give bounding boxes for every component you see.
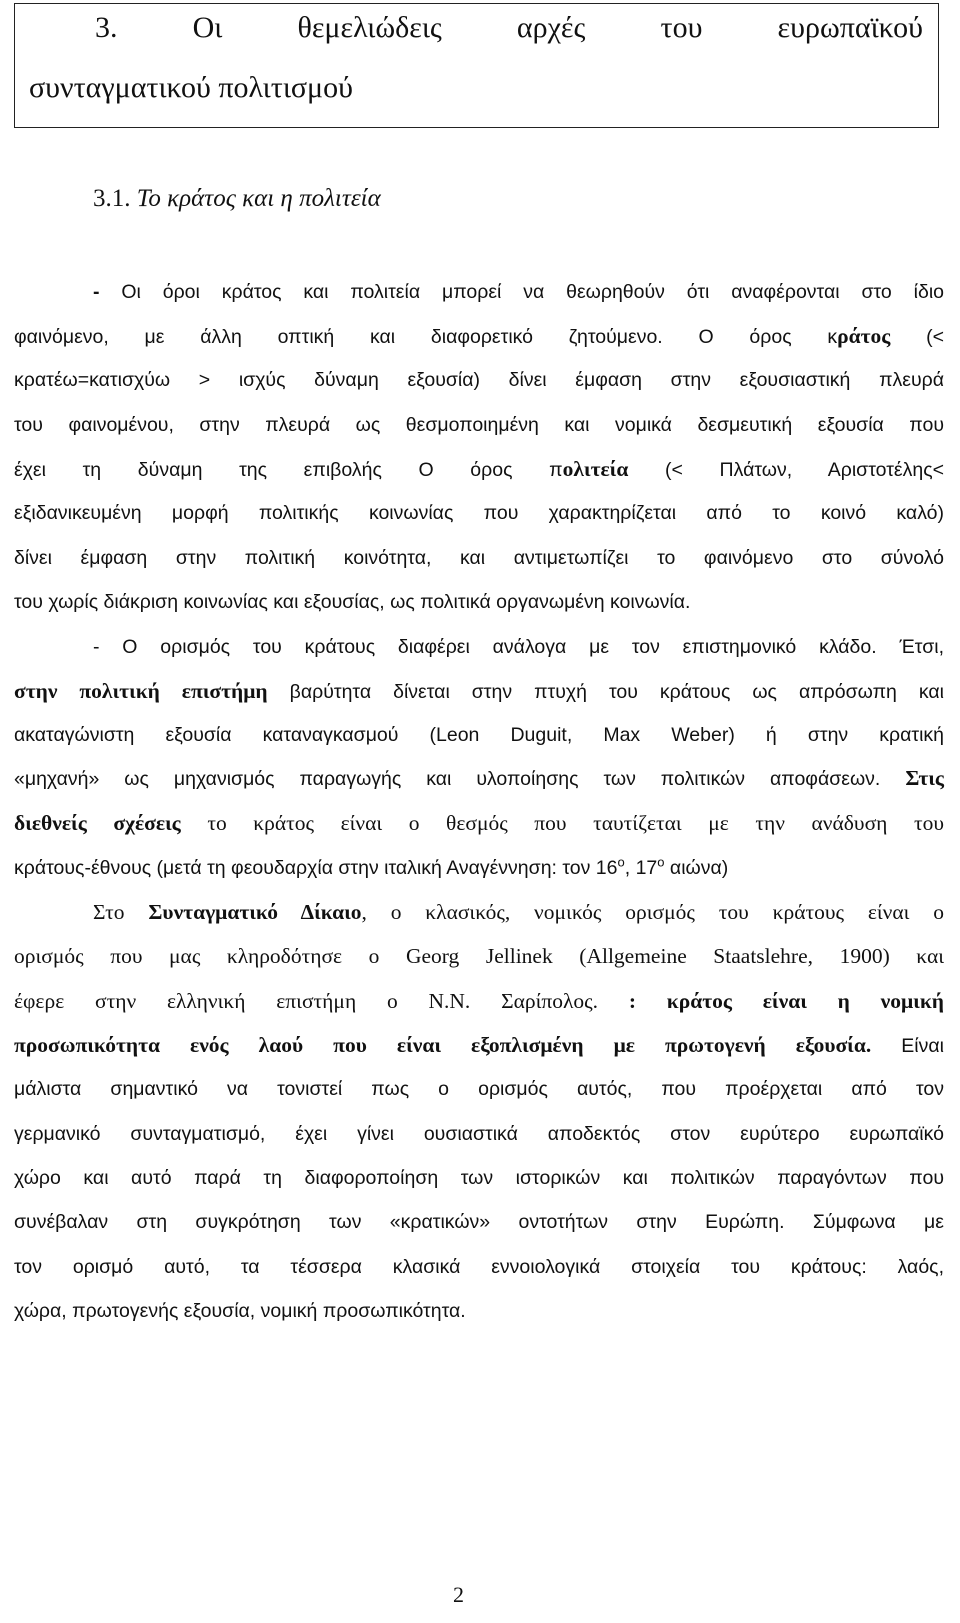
text-line: εξιδανικευμένη μορφή πολιτικής κοινωνίας που χαρακτηρίζεται από το κοινό καλό) <box>14 502 944 524</box>
text-line: δίνει έμφαση στην πολιτική κοινότητα, και αντιμετωπίζει το φαινόμενο στο σύνολό <box>14 547 944 569</box>
page-number: 2 <box>453 1582 464 1607</box>
text-line: κρατέω=κατισχύω > ισχύς δύναμη εξουσία) δίνει έμφαση στην εξουσιαστική πλευρά <box>14 369 944 391</box>
section-heading <box>93 184 381 214</box>
section-title: Το κράτος και η πολιτεία <box>136 185 381 212</box>
text-line: συνέβαλαν στη συγκρότηση των «κρατικών» οντοτήτων στην Ευρώπη. Σύμφωνα με <box>14 1211 944 1233</box>
chapter-heading-word: του <box>660 11 703 44</box>
chapter-heading-word: Οι <box>192 11 223 44</box>
chapter-heading-word: θεμελιώδεις <box>297 11 442 44</box>
chapter-heading-word: ευρωπαϊκού <box>777 11 923 44</box>
text-line: ακαταγώνιστη εξουσία καταναγκασμού (Leon Duguit, Max Weber) ή στην κρατική <box>14 724 944 746</box>
text-line: γερμανικό συνταγματισμό, έχει γίνει ουσιαστικά αποδεκτός στον ευρύτερο ευρωπαϊκό <box>14 1123 944 1145</box>
term-international-relations: Στις <box>905 766 944 790</box>
term-kratos: ράτος <box>837 324 891 348</box>
text-line: φαινόμενο, με άλλη οπτική και διαφορετικό ζητούμενο. Ο όρος κράτος (< <box>14 324 944 348</box>
text-line: - Οι όροι κράτος και πολιτεία μπορεί να θεωρηθούν ότι αναφέρονται στο ίδιο <box>93 281 944 303</box>
text-line: χώρο και αυτό παρά τη διαφοροποίηση των ιστορικών και πολιτικών παραγόντων που <box>14 1167 944 1189</box>
text-line: χώρα, πρωτογενής εξουσία, νομική προσωπικότητα. <box>14 1300 466 1322</box>
text-line: έφερε στην ελληνική επιστήμη ο Ν.Ν. Σαρίπολος. : κράτος είναι η νομική <box>14 989 944 1013</box>
definition-bold-cont: προσωπικότητα ενός λαού που είναι εξοπλισμένη με πρωτογενή εξουσία. <box>14 1033 872 1057</box>
text-line: προσωπικότητα ενός λαού που είναι εξοπλισμένη με πρωτογενή εξουσία. Είναι <box>14 1033 944 1057</box>
chapter-heading-word: αρχές <box>516 11 586 44</box>
text-line: έχει τη δύναμη της επιβολής Ο όρος πολιτεία (< Πλάτων, Αριστοτέλης< <box>14 457 944 481</box>
chapter-heading-line-2: συνταγματικού πολιτισμού <box>29 71 353 104</box>
text-line: ορισμός που μας κληροδότησε ο Georg Jellinek (Allgemeine Staatslehre, 1900) και <box>14 944 944 968</box>
chapter-heading-line-1 <box>95 10 923 46</box>
text-line: τον ορισμό αυτό, τα τέσσερα κλασικά εννοιολογικά στοιχεία του κράτους: λαός, <box>14 1256 944 1278</box>
term-international-relations-cont: διεθνείς σχέσεις <box>14 811 181 835</box>
text-line: - Ο ορισμός του κράτους διαφέρει ανάλογα με τον επιστημονικό κλάδο. Έτσι, <box>93 636 944 658</box>
text-line: στην πολιτική επιστήμη βαρύτητα δίνεται στην πτυχή του κράτους ως απρόσωπη και <box>14 679 944 703</box>
chapter-heading-box <box>14 3 939 128</box>
text-line: «μηχανή» ως μηχανισμός παραγωγής και υλοποίησης των πολιτικών αποφάσεων. Στις <box>14 766 944 790</box>
definition-bold: : κράτος είναι η νομική <box>628 989 944 1013</box>
text-line: κράτους-έθνους (μετά τη φεουδαρχία στην ιταλική Αναγέννηση: τον $16^o$, $17^o$ αιώνα) <box>14 854 729 879</box>
text-line: μάλιστα σημαντικό να τονιστεί πως ο ορισμός αυτός, που προέρχεται από τον <box>14 1078 944 1100</box>
term-political-science: στην πολιτική επιστήμη <box>14 679 268 703</box>
term-constitutional-law: Συνταγματικό Δίκαιο <box>148 900 362 924</box>
term-politeia: ολιτεία <box>562 457 629 481</box>
text-line: του φαινομένου, στην πλευρά ως θεσμοποιημένη και νομικά δεσμευτική εξουσία που <box>14 414 944 436</box>
section-number: 3.1. <box>93 185 131 212</box>
chapter-number: 3. <box>95 11 118 44</box>
text-line: του χωρίς διάκριση κοινωνίας και εξουσίας, ως πολιτικά οργανωμένη κοινωνία. <box>14 591 691 613</box>
text-line: διεθνείς σχέσεις το κράτος είναι ο θεσμός που ταυτίζεται με την ανάδυση του <box>14 811 944 835</box>
text-line: Στο Συνταγματικό Δίκαιο, ο κλασικός, νομικός ορισμός του κράτους είναι ο <box>93 900 945 924</box>
